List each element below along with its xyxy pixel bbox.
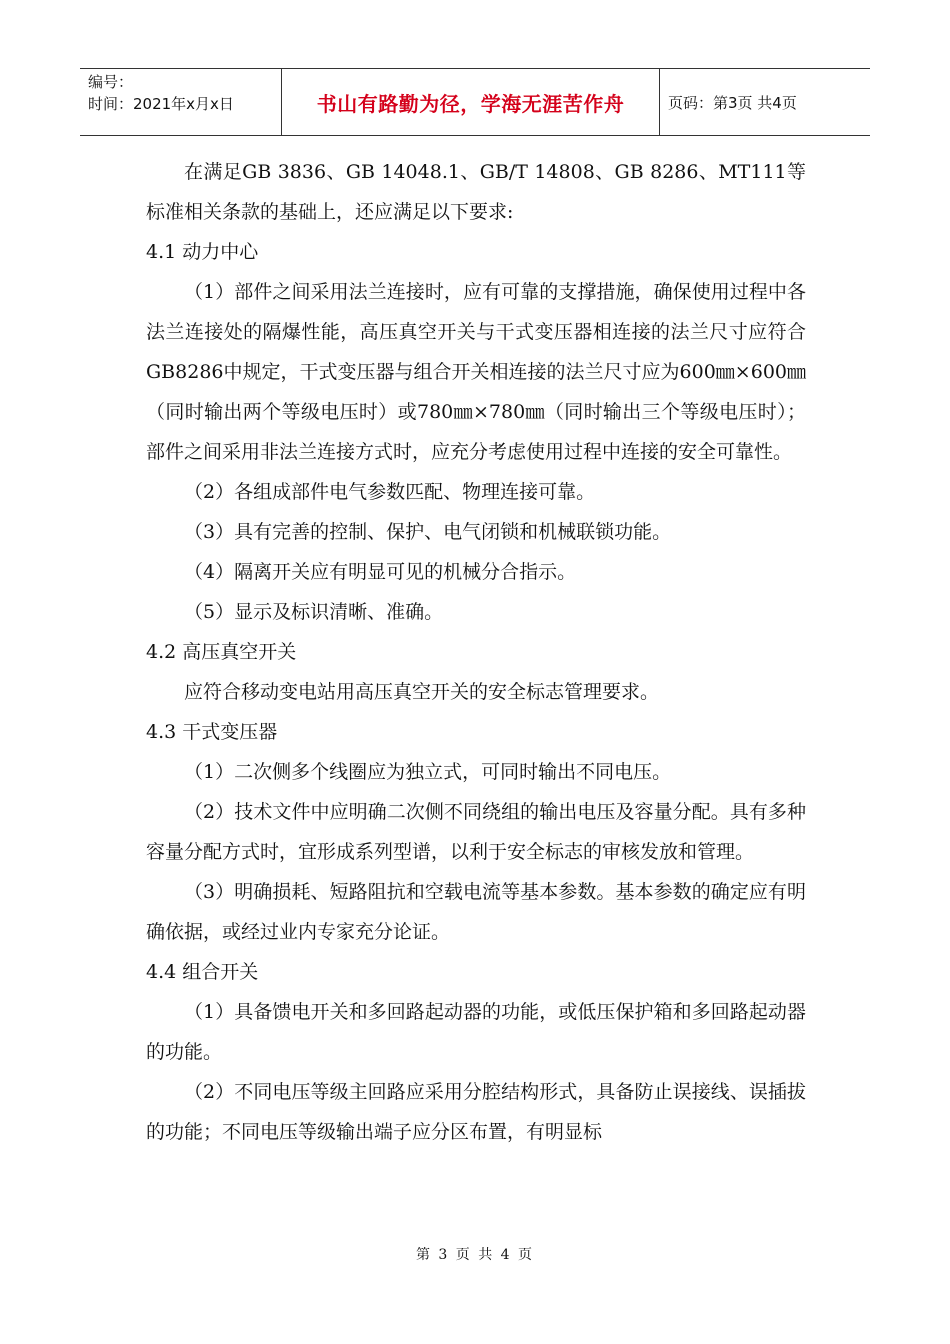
body-paragraph: （3）具有完善的控制、保护、电气闭锁和机械联锁功能。 (184, 521, 672, 543)
header-page-info: 页码：第3页 共4页 (668, 93, 797, 112)
body-paragraph: 应符合移动变电站用高压真空开关的安全标志管理要求。 (184, 681, 660, 703)
body-paragraph: （1）具备馈电开关和多回路起动器的功能，或低压保护箱和多回路起动器的功能。 (146, 1001, 806, 1063)
section-heading-4-2: 4.2 高压真空开关 (146, 641, 297, 663)
section-heading-4-4: 4.4 组合开关 (146, 961, 259, 983)
page-footer: 第 3 页 共 4 页 (415, 1247, 535, 1263)
intro-paragraph: 在满足GB 3836、GB 14048.1、GB/T 14808、GB 8286、MT111等标准相关条款的基础上，还应满足以下要求: (146, 161, 806, 223)
page-header (80, 68, 870, 136)
body-paragraph: （1）部件之间采用法兰连接时，应有可靠的支撑措施，确保使用过程中各法兰连接处的隔爆性能，高压真空开关与干式变压器相连接的法兰尺寸应符合GB8286中规定，干式变压器与组合开关相连接的法兰尺寸应为600㎜×600㎜（同时输出两个等级电压时）或780㎜×780㎜（同时输出三个等级电压时）；部件之间采用非法兰连接方式时，应充分考虑使用过程中连接的安全可靠性。 (146, 281, 806, 463)
body-paragraph: （4）隔离开关应有明显可见的机械分合指示。 (184, 561, 577, 583)
body-paragraph: （2）不同电压等级主回路应采用分腔结构形式，具备防止误接线、误插拔的功能；不同电压等级输出端子应分区布置，有明显标 (146, 1081, 806, 1143)
section-heading-4-3: 4.3 干式变压器 (146, 721, 278, 743)
document-body (146, 152, 806, 1152)
body-paragraph: （5）显示及标识清晰、准确。 (184, 601, 444, 623)
body-paragraph: （2）技术文件中应明确二次侧不同绕组的输出电压及容量分配。具有多种容量分配方式时，宜形成系列型谱，以利于安全标志的审核发放和管理。 (146, 801, 806, 863)
body-paragraph: （1）二次侧多个线圈应为独立式，可同时输出不同电压。 (184, 761, 672, 783)
body-paragraph: （3）明确损耗、短路阻抗和空载电流等基本参数。基本参数的确定应有明确依据，或经过业内专家充分论证。 (146, 881, 806, 943)
section-heading-4-1: 4.1 动力中心 (146, 241, 259, 263)
header-meta (80, 69, 282, 135)
document-date: 时间：2021年x月x日 (88, 95, 234, 113)
header-motto: 书山有路勤为径，学海无涯苦作舟 (282, 69, 660, 135)
body-paragraph: （2）各组成部件电气参数匹配、物理连接可靠。 (184, 481, 596, 503)
document-number-label: 编号： (88, 73, 134, 91)
